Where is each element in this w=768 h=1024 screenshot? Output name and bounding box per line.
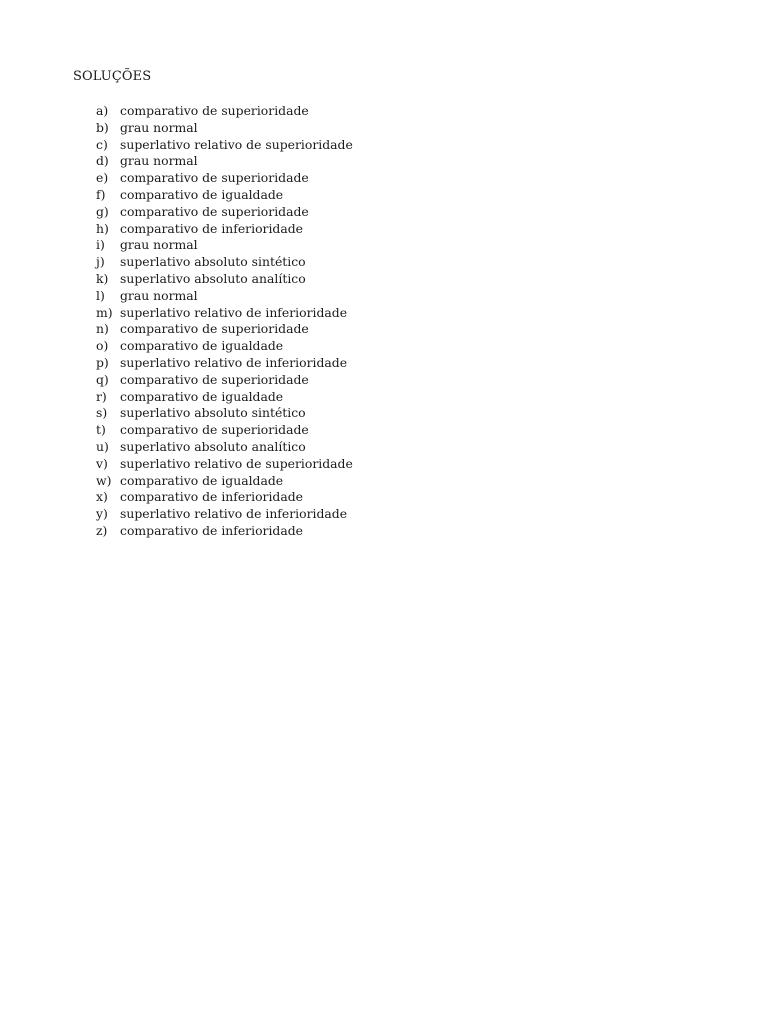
- item-letter: f): [96, 186, 106, 202]
- list-item: [96, 405, 353, 422]
- item-letter: j): [96, 254, 105, 270]
- item-text: comparativo de superioridade: [120, 203, 309, 219]
- item-letter: q): [96, 371, 109, 387]
- item-text: comparativo de superioridade: [120, 321, 309, 337]
- list-item: [96, 321, 353, 338]
- list-item: [96, 288, 353, 305]
- item-letter: k): [96, 270, 109, 286]
- item-text: superlativo relativo de inferioridade: [120, 304, 348, 320]
- item-text: comparativo de igualdade: [120, 338, 284, 354]
- item-text: grau normal: [120, 153, 198, 169]
- item-letter: u): [96, 438, 109, 454]
- list-item: [96, 439, 353, 456]
- item-text: comparativo de inferioridade: [120, 489, 303, 505]
- item-letter: c): [96, 136, 108, 152]
- item-text: superlativo relativo de superioridade: [120, 455, 353, 471]
- item-letter: y): [96, 506, 108, 522]
- item-text: superlativo relativo de inferioridade: [120, 354, 348, 370]
- item-text: superlativo relativo de superioridade: [120, 136, 353, 152]
- list-item: [96, 103, 353, 120]
- item-text: superlativo absoluto analítico: [120, 270, 306, 286]
- item-letter: s): [96, 405, 108, 421]
- list-item: [96, 422, 353, 439]
- item-letter: i): [96, 237, 105, 253]
- item-letter: m): [96, 304, 113, 320]
- list-item: [96, 372, 353, 389]
- list-item: [96, 473, 353, 490]
- list-item: [96, 254, 353, 271]
- answer-list: [96, 103, 353, 540]
- list-item: [96, 355, 353, 372]
- item-letter: z): [96, 522, 108, 538]
- item-letter: o): [96, 338, 109, 354]
- list-item: [96, 305, 353, 322]
- item-text: grau normal: [120, 237, 198, 253]
- list-item: [96, 523, 353, 540]
- list-item: [96, 456, 353, 473]
- item-letter: g): [96, 203, 109, 219]
- item-letter: v): [96, 455, 108, 471]
- item-letter: n): [96, 321, 109, 337]
- item-text: comparativo de igualdade: [120, 186, 284, 202]
- item-text: superlativo absoluto analítico: [120, 438, 306, 454]
- list-item: [96, 489, 353, 506]
- item-text: comparativo de igualdade: [120, 472, 284, 488]
- list-item: [96, 153, 353, 170]
- item-text: comparativo de superioridade: [120, 422, 309, 438]
- list-item: [96, 338, 353, 355]
- list-item: [96, 120, 353, 137]
- item-text: superlativo relativo de inferioridade: [120, 506, 348, 522]
- item-text: comparativo de inferioridade: [120, 220, 303, 236]
- list-item: [96, 170, 353, 187]
- item-text: superlativo absoluto sintético: [120, 254, 306, 270]
- list-item: [96, 271, 353, 288]
- item-text: comparativo de superioridade: [120, 103, 309, 118]
- item-letter: p): [96, 354, 109, 370]
- item-letter: l): [96, 287, 105, 303]
- list-item: [96, 187, 353, 204]
- item-letter: t): [96, 422, 106, 438]
- list-item: [96, 389, 353, 406]
- item-letter: h): [96, 220, 109, 236]
- item-text: superlativo absoluto sintético: [120, 405, 306, 421]
- list-item: [96, 237, 353, 254]
- item-text: comparativo de superioridade: [120, 371, 309, 387]
- item-text: grau normal: [120, 119, 198, 135]
- item-text: comparativo de inferioridade: [120, 522, 303, 538]
- item-letter: x): [96, 489, 108, 505]
- item-letter: b): [96, 119, 109, 135]
- item-letter: w): [96, 472, 112, 488]
- list-item: [96, 506, 353, 523]
- item-letter: d): [96, 153, 109, 169]
- item-text: comparativo de superioridade: [120, 170, 309, 186]
- list-item: [96, 137, 353, 154]
- page-title: SOLUÇÕES: [73, 69, 152, 84]
- item-letter: e): [96, 170, 109, 186]
- item-letter: a): [96, 103, 109, 118]
- item-letter: r): [96, 388, 107, 404]
- item-text: grau normal: [120, 287, 198, 303]
- list-item: [96, 221, 353, 238]
- list-item: [96, 204, 353, 221]
- item-text: comparativo de igualdade: [120, 388, 284, 404]
